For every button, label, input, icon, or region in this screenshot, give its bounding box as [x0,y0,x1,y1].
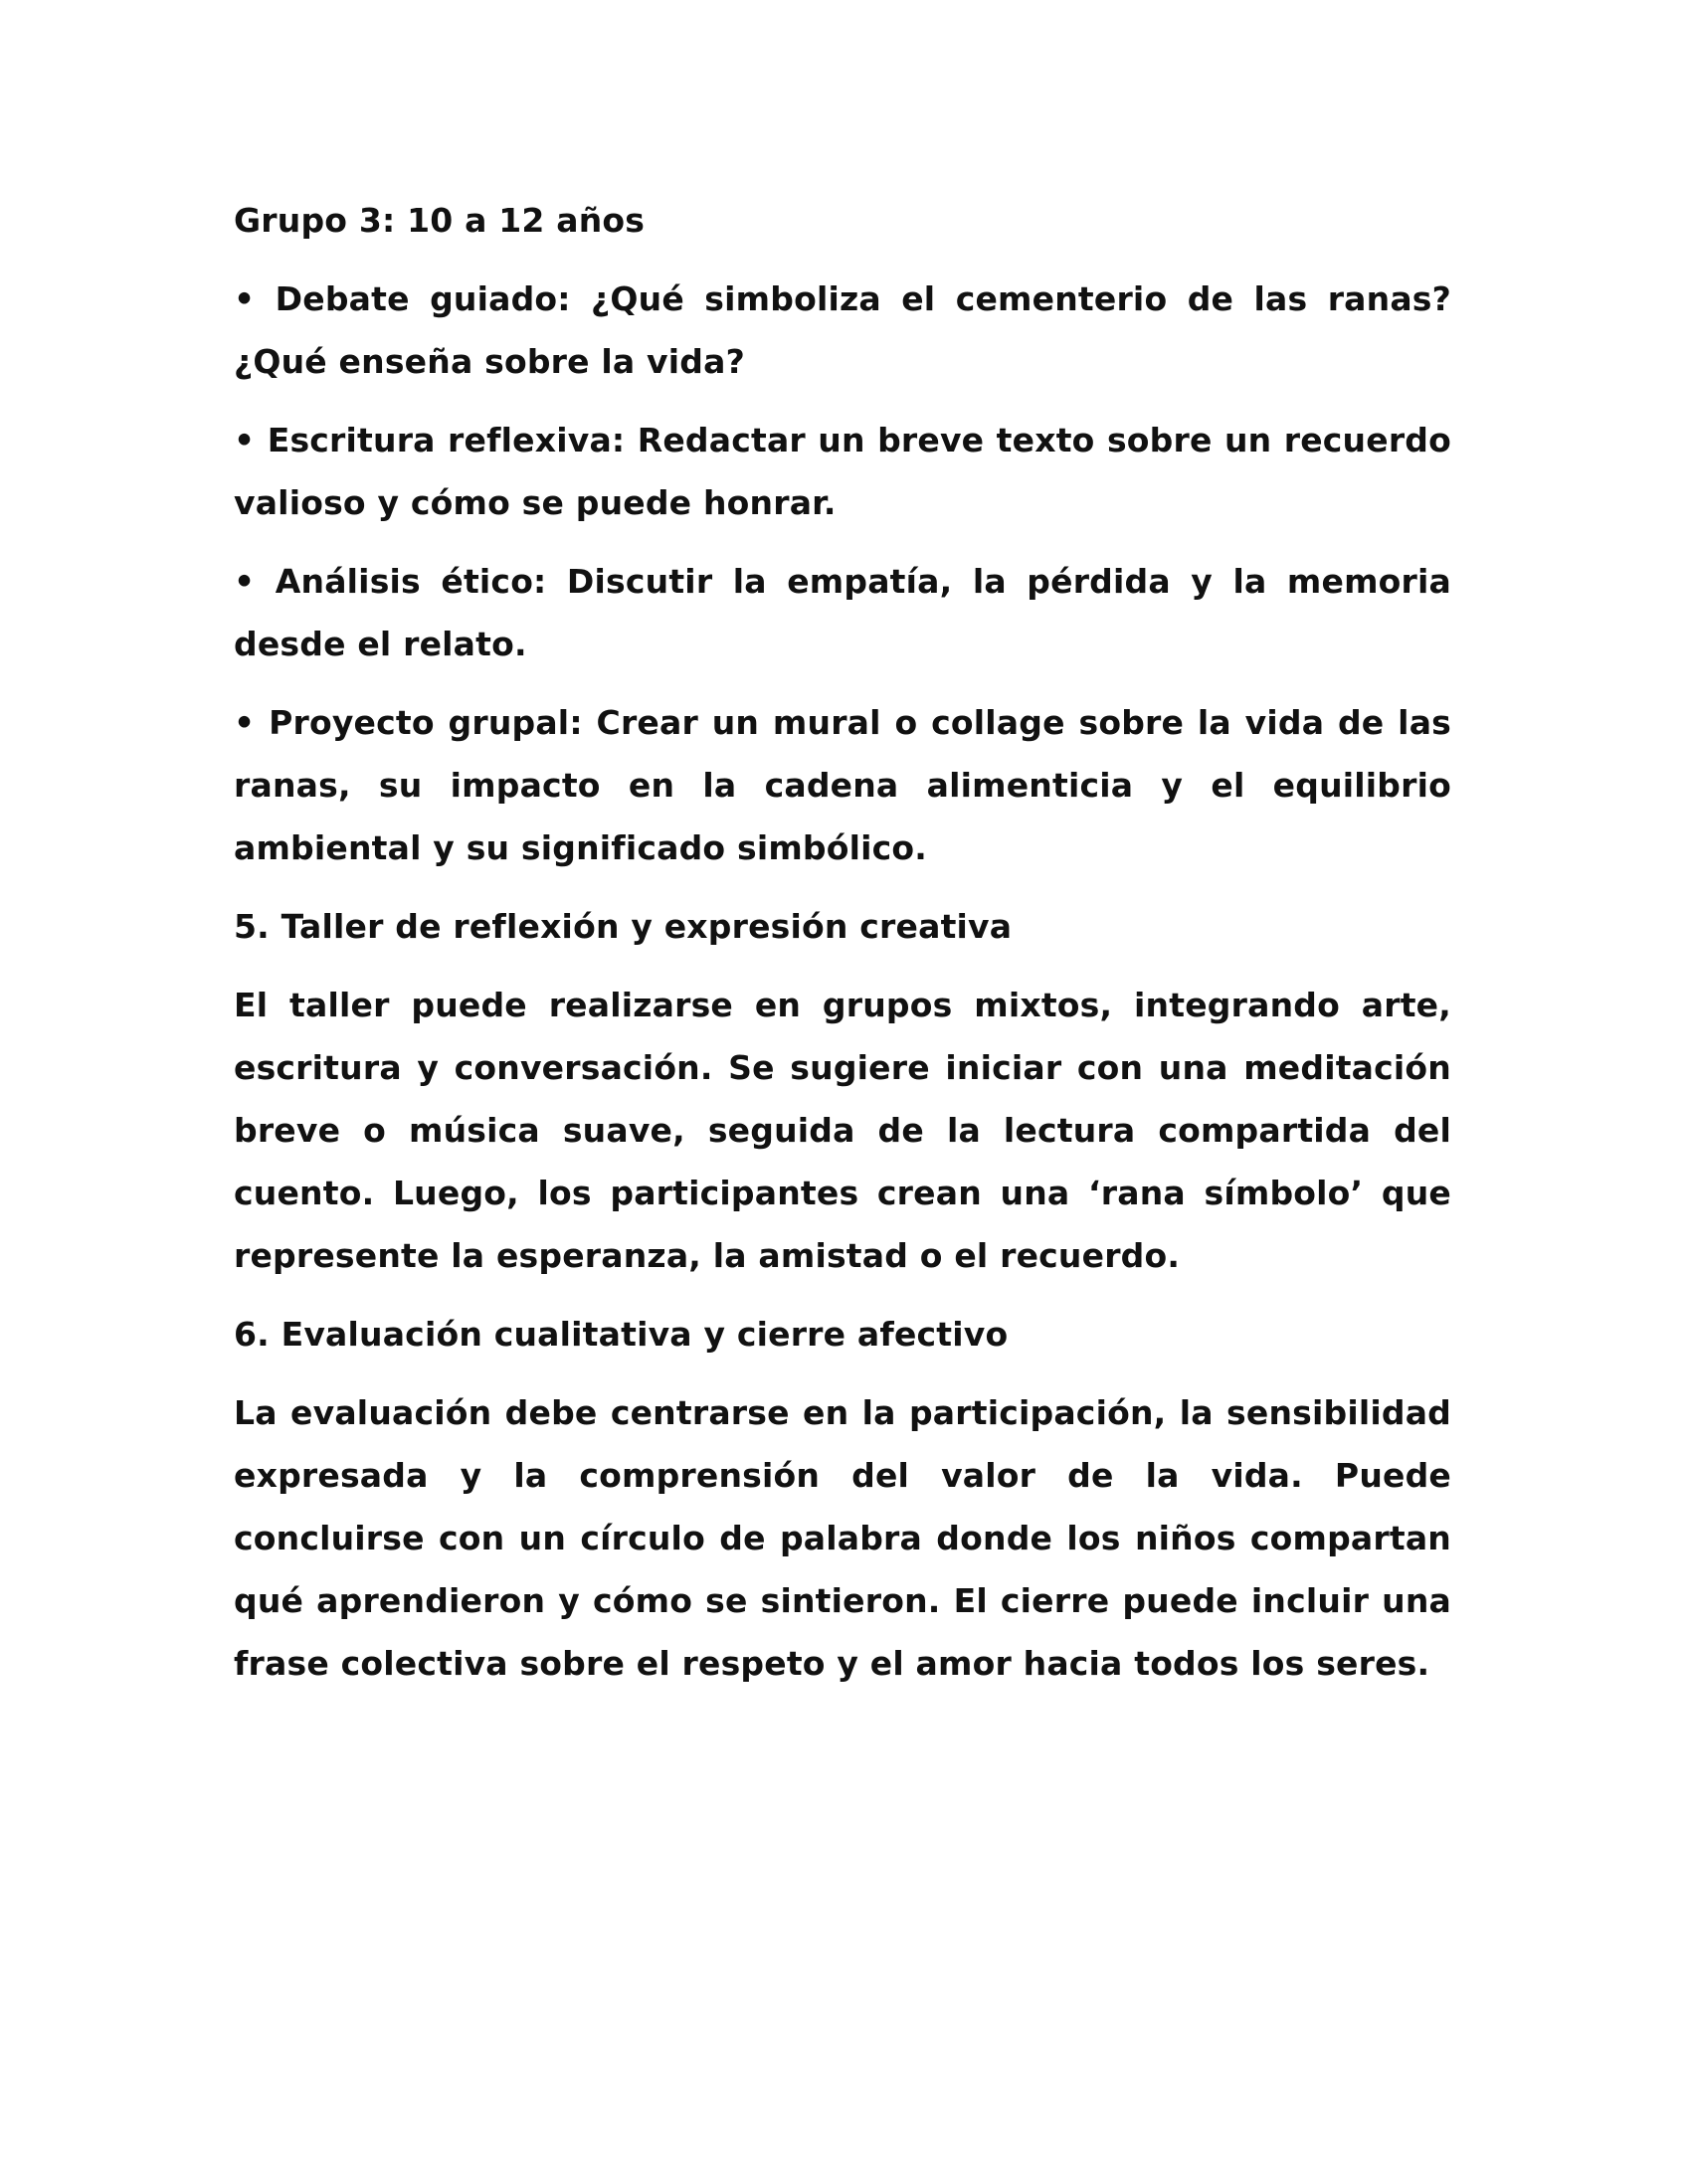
bullet-debate-guiado: • Debate guiado: ¿Qué simboliza el cementerio de las ranas? ¿Qué enseña sobre la vida? [234,279,1451,381]
bullet-analisis-etico: • Análisis ético: Discutir la empatía, la pérdida y la memoria desde el relato. [234,562,1451,663]
bullet-escritura-reflexiva: • Escritura reflexiva: Redactar un breve texto sobre un recuerdo valioso y cómo se puede honrar. [234,421,1451,522]
section-5-heading: 5. Taller de reflexión y expresión creativa [234,907,1013,946]
bullet-proyecto-grupal: • Proyecto grupal: Crear un mural o collage sobre la vida de las ranas, su impacto en la cadena alimenticia y el equilibrio ambiental y su significado simbólico. [234,703,1451,867]
section-6-body: La evaluación debe centrarse en la participación, la sensibilidad expresada y la comprensión del valor de la vida. Puede concluirse con un círculo de palabra donde los niños compartan qué aprendieron y cómo se sintieron. El cierre puede incluir una frase colectiva sobre el respeto y el amor hacia todos los seres. [234,1393,1451,1683]
document-page [234,189,1451,1711]
group-heading: Grupo 3: 10 a 12 años [234,201,646,240]
section-6-heading: 6. Evaluación cualitativa y cierre afectivo [234,1315,1009,1354]
section-5-body: El taller puede realizarse en grupos mixtos, integrando arte, escritura y conversación. Se sugiere iniciar con una meditación breve o música suave, seguida de la lectura compartida del cuento. Luego, los participantes crean una ‘rana símbolo’ que represente la esperanza, la amistad o el recuerdo. [234,986,1451,1275]
